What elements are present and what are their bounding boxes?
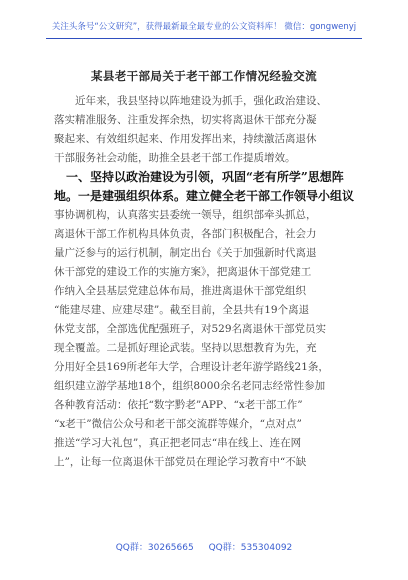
body-line: 各种教育活动：依托“数字黔老”APP、“x老干部工作” — [54, 399, 303, 411]
header-notice: 关注头条号“公文研究”，获得最新最全最专业的公文资料库！ 微信：gongwenyj — [51, 22, 357, 32]
body-line: 离退休干部工作机构具体负责，各部门积极配合，社会力 — [54, 228, 317, 240]
body-line: 推送“学习大礼包”，真正把老同志“串在线上、连在网 — [54, 437, 302, 449]
body-line: 作纳入全县基层党建总体布局，推进离退休干部党组织 — [54, 285, 306, 297]
document-body — [54, 92, 354, 472]
body-line: 落实精准服务、注重发挥余热，切实将离退休干部充分凝 — [54, 114, 317, 126]
body-line: “x老干”微信公众号和老干部交流群等媒介，“点对点” — [54, 418, 302, 430]
body-line: 聚起来、有效组织起来、作用发挥出来，持续激活离退休 — [54, 133, 317, 145]
footer-qq-group-2: QQ群：535304092 — [208, 543, 293, 553]
footer-qq-group-1: QQ群：30265665 — [115, 543, 194, 553]
body-line: 组织建立游学基地18个，组织8000余名老同志经常性参加 — [54, 380, 326, 392]
body-line: 近年来，我县坚持以阵地建设为抓手，强化政治建设、 — [54, 95, 327, 107]
footer-contacts — [0, 540, 408, 553]
body-line: 上”，让每一位离退休干部党员在理论学习教育中“不缺 — [54, 456, 307, 468]
body-line: 量广泛参与的运行机制，制定出台《关于加强新时代离退 — [54, 247, 317, 259]
document-title: 某县老干部局关于老干部工作情况经验交流 — [90, 69, 318, 83]
body-line: 分用好全县169所老年大学，合理设计老年游学路线21条， — [54, 361, 329, 373]
body-line: 休干部党的建设工作的实施方案》，把离退休干部党建工 — [54, 266, 312, 278]
section-heading-line: 一、坚持以政治建设为引领，巩固“老有所学”思想阵 — [54, 170, 344, 184]
body-line: 干部服务社会动能，助推全县老干部工作提质增效。 — [54, 152, 296, 164]
body-line: 事协调机构，认真落实县委统一领导，组织部牵头抓总， — [54, 209, 317, 221]
body-line: 现全覆盖。二是抓好理论武装。坚持以思想教育为先，充 — [54, 342, 317, 354]
section-heading-line: 地。一是建强组织体系。建立健全老干部工作领导小组议 — [54, 189, 354, 203]
body-line: 休党支部，全部选优配强班子，对529名离退休干部党员实 — [54, 323, 327, 335]
header-divider — [46, 38, 362, 39]
body-line: “能建尽建、应建尽建”。截至目前，全县共有19个离退 — [54, 304, 310, 316]
